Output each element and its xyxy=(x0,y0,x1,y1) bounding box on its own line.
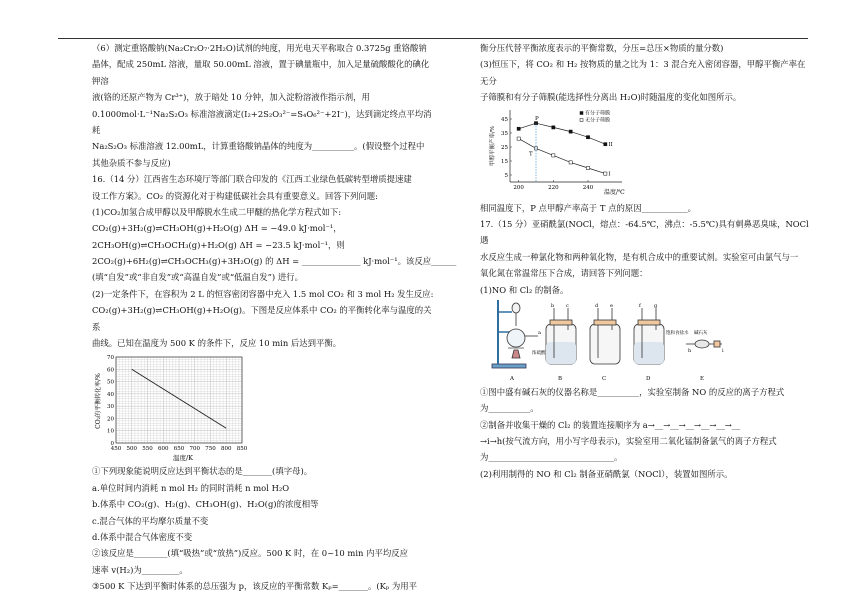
label-a: a xyxy=(538,329,541,336)
label-jianshihui: 碱石灰 xyxy=(694,330,708,336)
q16-line: 速率 v(H₂)为_________。 xyxy=(92,564,188,575)
label-E: E xyxy=(700,375,705,382)
series-marker xyxy=(586,135,589,138)
series-line xyxy=(519,123,606,144)
x-tick-label: 750 xyxy=(205,446,216,453)
q17-line: ①图中盛有碱石灰的仪器名称是__________，实验室制备 NO 的反应的离子方程式 xyxy=(480,386,785,397)
point-label: T xyxy=(529,150,533,157)
q16-line: 衡分压代替平衡浓度表示的平衡常数，分压=总压×物质的量分数) xyxy=(480,43,724,53)
option-c: c.混合气体的平均摩尔质量不变 xyxy=(92,515,209,526)
x-tick-label: 200 xyxy=(513,184,524,191)
label-g: g xyxy=(654,302,658,309)
q16-line: (2)一定条件下，在容积为 2 L 的恒容密闭容器中充入 1.5 mol CO₂ 和 3 mol H₂ 发生反应: xyxy=(92,288,434,299)
methanol-yield-chart xyxy=(486,106,636,200)
label-C: C xyxy=(602,375,607,382)
y-tick-label: 15 xyxy=(501,158,508,165)
label-b: b xyxy=(551,302,555,309)
x-tick-label: 550 xyxy=(142,446,153,453)
option-d: d.体系中混合气体密度不变 xyxy=(92,531,193,542)
series-marker xyxy=(604,142,607,145)
q16-line: CO₂(g)+3H₂(g)⇌CH₃OH(g)+H₂O(g)。下图是反应体系中 CO₂ 的平衡转化率与温度的关系 xyxy=(92,305,432,332)
y-tick-label: 10 xyxy=(107,429,114,436)
legend-marker xyxy=(580,118,583,121)
equation-2: 2CH₃OH(g)⇌CH₃OCH₃(g)+H₂O(g) ΔH = −23.5 kJ·mol⁻¹，则 xyxy=(92,239,345,250)
left-column xyxy=(92,40,457,595)
p6-line: （6）测定重铬酸钠(Na₂Cr₂O₇·2H₂O)试剂的纯度，用光电天平称取合 0.3725g 重铬酸钠 xyxy=(92,43,427,53)
y-tick-label: 40 xyxy=(107,392,114,399)
q17-line: (2)利用制得的 NO 和 Cl₂ 制备亚硝酰氯（NOCl），装置如图所示。 xyxy=(480,468,733,479)
apparatus-figure xyxy=(490,298,730,384)
apparatus-c xyxy=(590,308,620,364)
q17-line: 氧化氮在常温常压下合成，请回答下列问题： xyxy=(480,268,648,279)
p6-line: 晶体，配成 250mL 溶液，量取 50.00mL 溶液，置于碘量瓶中，加入足量硫酸酸化的碘化钾溶 xyxy=(92,59,430,86)
label-h: h xyxy=(688,347,692,354)
option-a: a.单位时间内消耗 n mol H₂ 的同时消耗 n mol H₂O xyxy=(92,482,290,493)
y-tick-label: 35 xyxy=(501,130,508,137)
q16-line: ①下列现象能说明反应达到平衡状态的是_______(填字母)。 xyxy=(92,466,313,477)
y-tick-label: 45 xyxy=(501,116,508,123)
chart2-xlabel: 温度/℃ xyxy=(604,188,625,196)
legend-label: 有分子筛膜 xyxy=(585,110,611,117)
label-D: D xyxy=(646,375,651,382)
q17-line: 17.（15 分）亚硝酰氯(NOCl，熔点：-64.5℃，沸点：-5.5℃)具有刺鼻恶臭味，NOCl 遇 xyxy=(480,218,809,246)
p6-line: 0.1000mol·L⁻¹Na₂S₂O₃ 标准溶液滴定(I₂+2S₂O₃²⁻=S₄O₆²⁻+2I⁻)，达到滴定终点平均消耗 xyxy=(92,108,432,135)
chart2-ylabel: 甲醇平衡产率/% xyxy=(490,125,496,166)
legend-label: 无分子筛膜 xyxy=(585,117,611,124)
y-tick-label: 70 xyxy=(107,355,114,362)
x-tick-label: 600 xyxy=(158,446,169,453)
label-d: d xyxy=(595,302,599,309)
series-marker xyxy=(569,130,572,133)
y-tick-label: 5 xyxy=(504,172,508,179)
series-marker xyxy=(517,137,520,140)
series-end-label: I xyxy=(608,171,611,178)
option-b: b.体系中 CO₂(g)、H₂(g)、CH₃OH(g)、H₂O(g)的浓度相等 xyxy=(92,499,319,510)
equation-1: CO₂(g)+3H₂(g)⇌CH₃OH(g)+H₂O(g) ΔH = −49.0 kJ·mol⁻¹， xyxy=(92,223,342,234)
legend-marker xyxy=(580,111,583,114)
q16-line: 16.（14 分）江西省生态环境厅等部门联合印发的《江西工业绿色低碳转型增质提速建 xyxy=(92,174,412,185)
q16-line: ③500 K 下达到平衡时体系的总压强为 p，该反应的平衡常数 Kₚ=_______。(Kₚ 为用平 xyxy=(92,581,417,592)
q17-line: ②制备并收集干燥的 Cl₂ 的装置连接顺序为 a→__→__→__→__→__→__ xyxy=(480,419,741,430)
q16-line: 曲线。已知在温度为 500 K 的条件下，反应 10 min 后达到平衡。 xyxy=(92,338,342,349)
x-tick-label: 240 xyxy=(582,184,594,191)
q16-line: (3)恒压下，将 CO₂ 和 H₂ 按物质的量之比为 1：3 混合充入密闭容器，甲醇平衡产率在无分 xyxy=(480,59,806,86)
series-marker xyxy=(569,160,572,163)
y-tick-label: 50 xyxy=(107,379,114,386)
x-tick-label: 850 xyxy=(236,446,248,453)
label-e: e xyxy=(610,302,613,309)
apparatus-e xyxy=(686,340,722,348)
label-baohe: 饱和食盐水 xyxy=(666,330,689,336)
q16-line: ②该反应是________(填“吸热”或“放热”)反应。500 K 时，在 0~10 min 内平均反应 xyxy=(92,548,408,559)
label-i: i xyxy=(722,347,724,354)
apparatus-d xyxy=(634,308,664,364)
label-c: c xyxy=(566,302,569,309)
chart1-ylabel: CO₂的平衡转化率/% xyxy=(95,373,102,430)
y-tick-label: 60 xyxy=(107,367,114,374)
co2-conversion-chart xyxy=(92,351,252,463)
header-rule xyxy=(58,38,808,39)
q16-line: (填“自发”或“非自发”或“高温自发”或“低温自发”) 进行。 xyxy=(92,272,303,283)
y-tick-label: 0 xyxy=(110,441,114,448)
label-A: A xyxy=(510,375,514,382)
q16-line: (1)CO₂加氢合成甲醇以及甲醇脱水生成二甲醚的热化学方程式如下: xyxy=(92,206,342,217)
series-marker xyxy=(604,172,607,175)
apparatus-b xyxy=(546,308,576,364)
apparatus-a xyxy=(492,300,538,368)
q17-line: 为__________。 xyxy=(480,403,539,414)
y-tick-label: 30 xyxy=(107,404,114,411)
label-nongliusuan: 浓硫酸 xyxy=(532,350,546,356)
x-tick-label: 800 xyxy=(221,446,232,453)
p6-line: 其他杂质不参与反应) xyxy=(92,157,171,168)
chart1-xlabel: 温度/K xyxy=(172,454,194,463)
series-marker xyxy=(586,166,589,169)
series-marker xyxy=(552,153,555,156)
x-tick-label: 700 xyxy=(189,446,200,453)
y-tick-label: 25 xyxy=(501,144,508,151)
p6-line: 液(铬的还原产物为 Cr³⁺)，放于暗处 10 分钟，加入淀粉溶液作指示剂，用 xyxy=(92,92,370,103)
q16-line: 子筛膜和有分子筛膜(能选择性分离出 H₂O)时随温度的变化如图所示。 xyxy=(480,92,742,103)
q17-line: →i→h(按气流方向，用小写字母表示)，实验室用二氧化锰制备氯气的离子方程式 xyxy=(480,436,777,447)
series-marker xyxy=(517,127,520,130)
x-tick-label: 650 xyxy=(173,446,185,453)
q17-line: 为______________________________。 xyxy=(480,452,623,463)
q16-line: 设工作方案》。CO₂ 的资源化对于构建低碳社会具有重要意义。回答下列问题: xyxy=(92,190,378,201)
p6-line: Na₂S₂O₃ 标准溶液 12.00mL，计算重铬酸钠晶体的纯度为__________。(假设整个过程中 xyxy=(92,141,425,152)
series-marker xyxy=(552,125,555,128)
right-column xyxy=(480,40,810,482)
label-B: B xyxy=(558,375,563,382)
series-end-label: II xyxy=(608,141,613,148)
label-f: f xyxy=(639,302,641,309)
x-tick-label: 500 xyxy=(126,446,137,453)
x-tick-label: 450 xyxy=(110,446,122,453)
y-tick-label: 20 xyxy=(107,416,114,423)
q17-line: 水反应生成一种氯化物和两种氧化物，是有机合成中的重要试剂。实验室可由氯气与一 xyxy=(480,251,799,262)
x-tick-label: 220 xyxy=(548,184,559,191)
point-label: P xyxy=(535,115,539,122)
equation-3: 2CO₂(g)+6H₂(g)⇌CH₃OCH₃(g)+3H₂O(g) 的 ΔH = ______________ kJ·mol⁻¹。该反应______ xyxy=(92,256,457,267)
q17-line: (1)NO 和 Cl₂ 的制备。 xyxy=(480,284,569,295)
q16-line: 相同温度下，P 点甲醇产率高于 T 点的原因___________。 xyxy=(480,202,697,213)
